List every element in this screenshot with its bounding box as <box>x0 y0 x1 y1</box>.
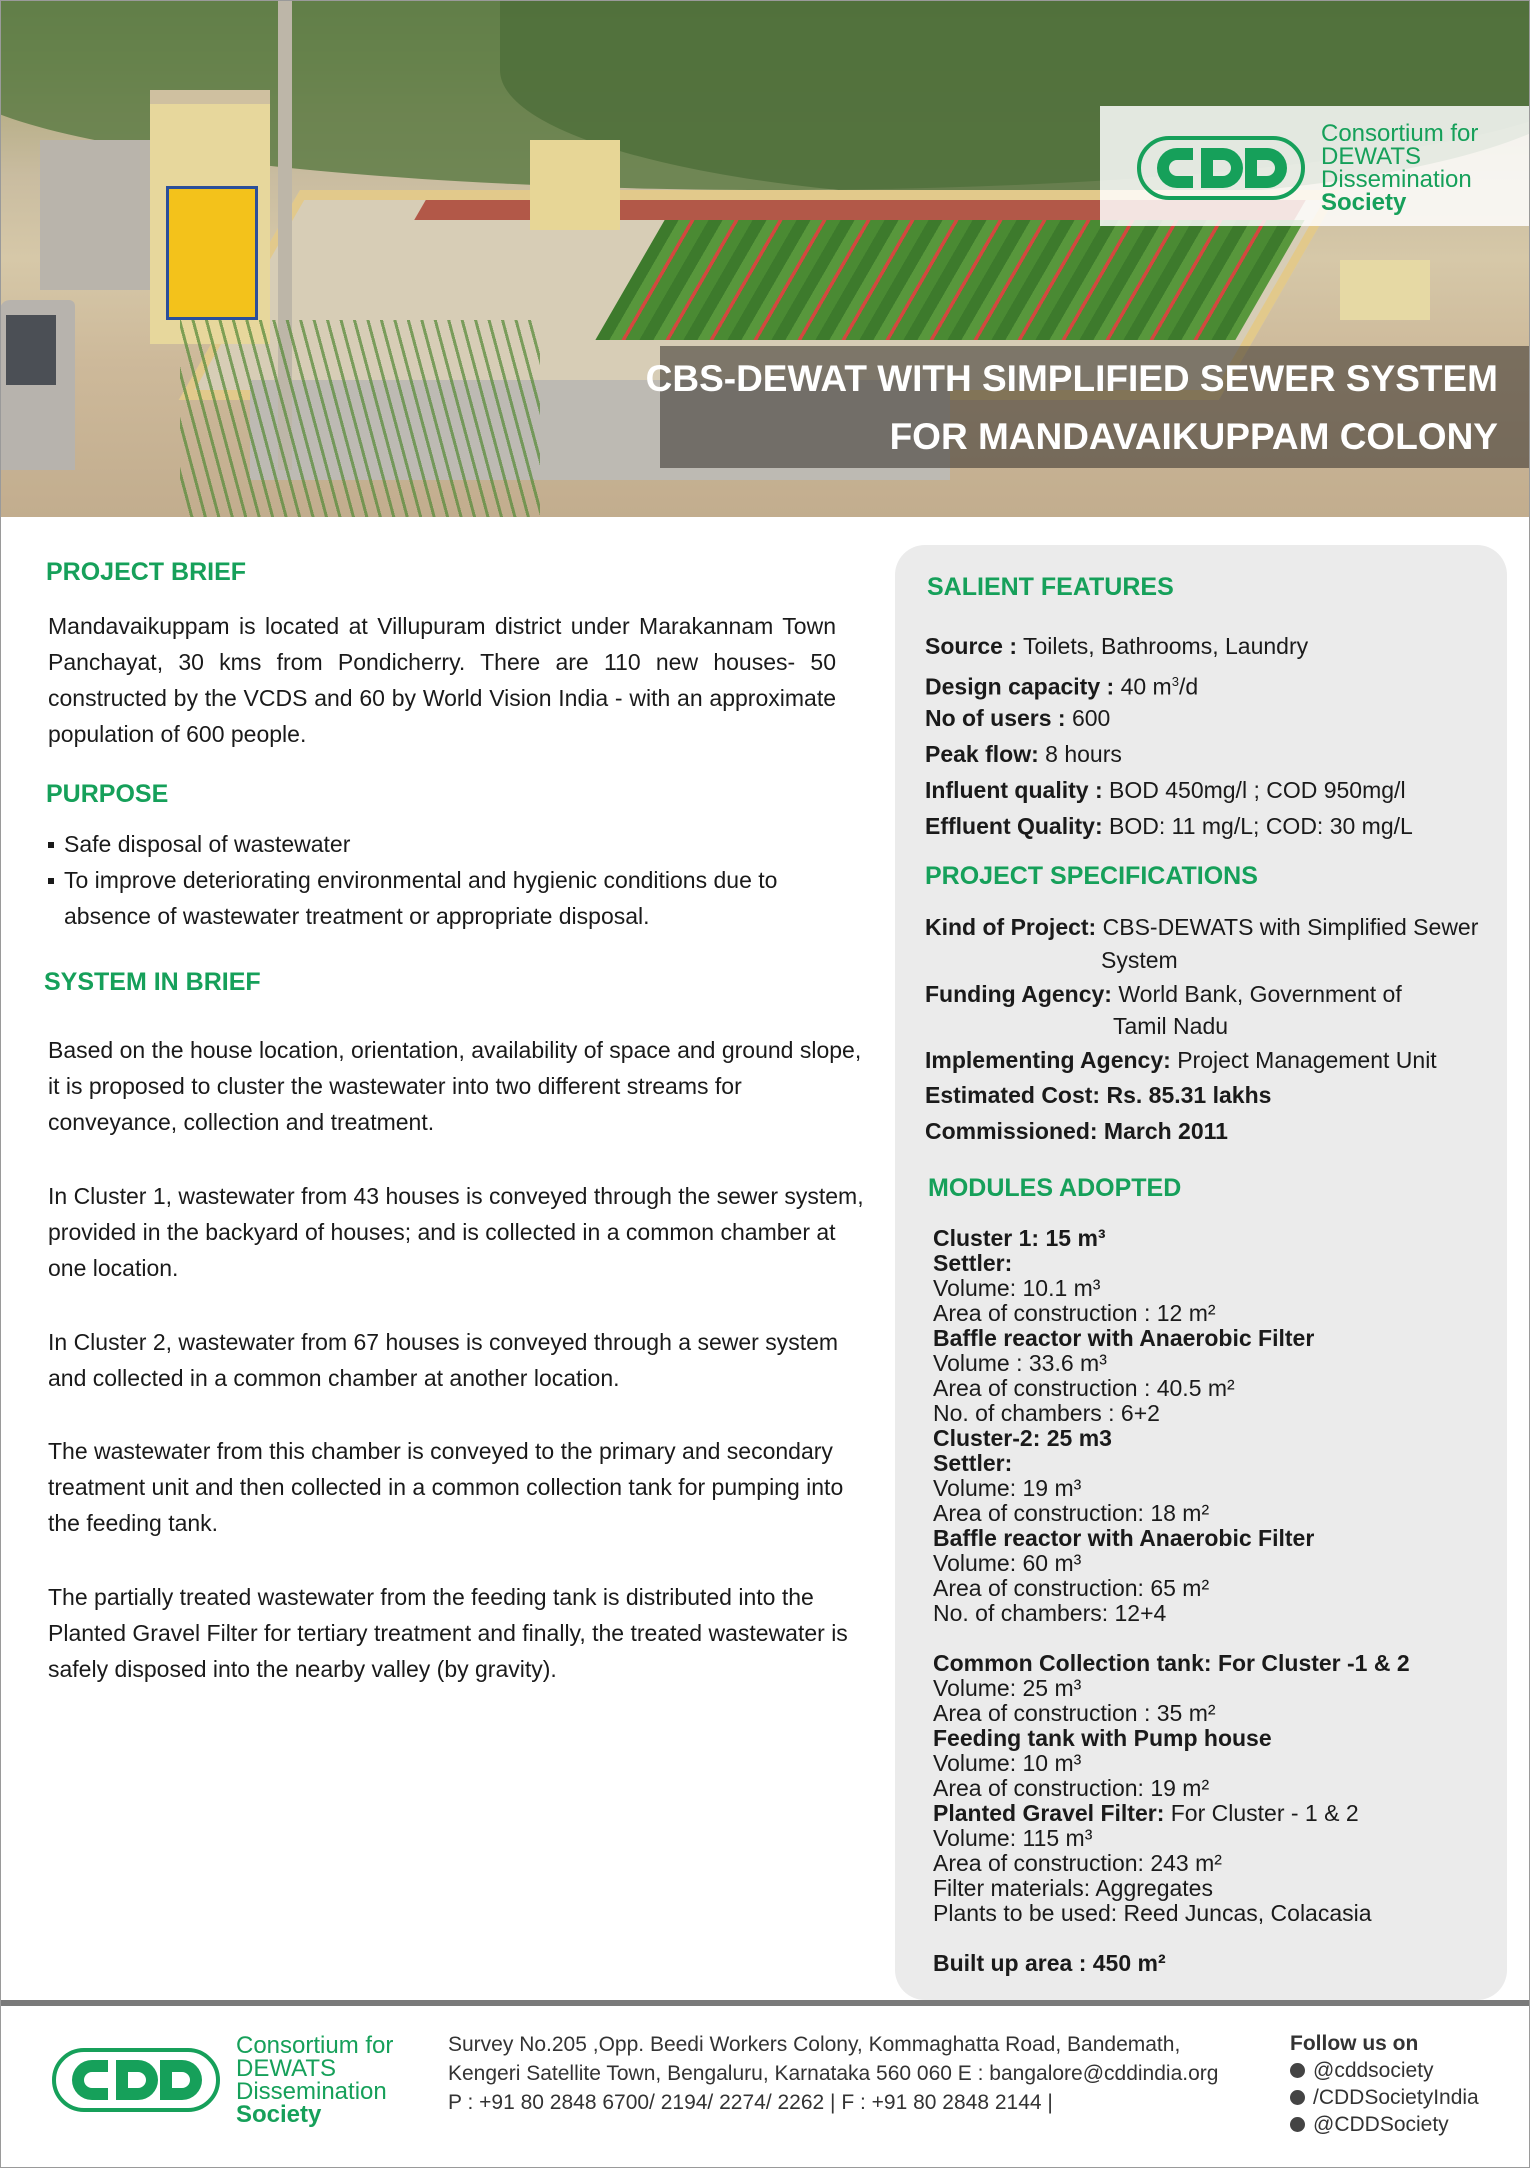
module-collection-tank-volume: Volume: 25 m³ <box>933 1675 1082 1701</box>
module-built-up-area: Built up area : 450 m² <box>933 1950 1166 1976</box>
project-brief-heading: PROJECT BRIEF <box>46 558 247 586</box>
feature-capacity-value: 40 m <box>1120 673 1172 700</box>
spec-funding-value-cont: Tamil Nadu <box>1113 1013 1229 1039</box>
system-paragraph-5: The partially treated wastewater from the feeding tank is distributed into the Planted Gravel Filter for tertiary treatment and finally, the treated wastewater is safely disposed into the nearby valley (by gravity). <box>48 1584 848 1682</box>
feature-users-value: 600 <box>1071 705 1111 731</box>
logo-line3: Dissemination <box>1321 166 1472 193</box>
spec-commissioned: Commissioned: March 2011 <box>925 1118 1228 1144</box>
feature-users <box>925 701 1110 735</box>
system-paragraph-3: In Cluster 2, wastewater from 67 houses is conveyed through a sewer system and collected in a common chamber at another location. <box>48 1329 839 1391</box>
cdd-logo-icon <box>1137 136 1305 200</box>
footer-logo-line3: Dissemination <box>236 2078 387 2105</box>
spec-kind <box>925 910 1478 944</box>
feature-capacity-unit: /d <box>1178 673 1199 700</box>
feature-effluent <box>925 809 1413 843</box>
instagram-icon <box>1290 2063 1305 2078</box>
feature-capacity-label: Design capacity : <box>925 673 1115 700</box>
module-feeding-tank-title: Feeding tank with Pump house <box>933 1725 1272 1751</box>
photo-signboard <box>166 186 258 320</box>
module-collection-tank-title: Common Collection tank: For Cluster -1 & 2 <box>933 1650 1410 1676</box>
module-cluster2-title: Cluster-2: 25 m3 <box>933 1425 1112 1451</box>
module-pgf-for: For Cluster - 1 & 2 <box>1170 1800 1359 1826</box>
footer-logo-line1: Consortium for <box>236 2032 394 2059</box>
modules-list <box>933 1226 1410 1976</box>
spec-implementing-value: Project Management Unit <box>1177 1047 1437 1073</box>
photo-chamber-box-right <box>1340 260 1430 320</box>
purpose-item: To improve deteriorating environmental and hygienic conditions due to absence of wastewater treatment or appropriate disposal. <box>48 862 868 934</box>
feature-source <box>925 629 1308 663</box>
feature-influent <box>925 773 1406 807</box>
spec-implementing <box>925 1043 1437 1077</box>
feature-influent-label: Influent quality : <box>925 777 1103 803</box>
photo-grass <box>180 320 540 517</box>
header-logo-text <box>1321 122 1478 214</box>
header-logo <box>1137 122 1478 214</box>
footer-logo-text <box>236 2034 393 2126</box>
footer-logo <box>52 2034 393 2126</box>
purpose-heading: PURPOSE <box>46 780 169 808</box>
page-title <box>646 350 1498 466</box>
purpose-list <box>48 826 868 934</box>
feature-influent-value: BOD 450mg/l ; COD 950mg/l <box>1109 777 1406 803</box>
system-paragraph-2: In Cluster 1, wastewater from 43 houses is conveyed through the sewer system, provided in the backyard of houses; and is collected in a common chamber at one location. <box>48 1183 864 1281</box>
module-cluster1-title: Cluster 1: 15 m³ <box>933 1225 1106 1251</box>
feature-effluent-label: Effluent Quality: <box>925 813 1103 839</box>
module-feeding-tank-area: Area of construction: 19 m² <box>933 1775 1210 1801</box>
module-cluster1-settler: Settler: <box>933 1250 1013 1276</box>
module-cluster2-settler: Settler: <box>933 1450 1013 1476</box>
footer-divider <box>0 2000 1530 2006</box>
twitter-icon <box>1290 2117 1305 2132</box>
modules-adopted-heading: MODULES ADOPTED <box>928 1174 1182 1202</box>
social-instagram-handle[interactable]: @cddsociety <box>1313 2059 1434 2082</box>
social-instagram[interactable] <box>1290 2057 1479 2084</box>
module-collection-tank-area: Area of construction : 35 m² <box>933 1700 1216 1726</box>
footer-social <box>1290 2030 1479 2138</box>
module-cluster2-settler-volume: Volume: 19 m³ <box>933 1475 1082 1501</box>
feature-source-label: Source : <box>925 633 1018 659</box>
feature-effluent-value: BOD: 11 mg/L; COD: 30 mg/L <box>1109 813 1413 839</box>
feature-peak <box>925 737 1122 771</box>
module-cluster2-baffle-chambers: No. of chambers: 12+4 <box>933 1600 1167 1626</box>
social-twitter[interactable] <box>1290 2111 1479 2138</box>
module-pgf-plants: Plants to be used: Reed Juncas, Colacasia <box>933 1900 1372 1926</box>
social-facebook-handle[interactable]: /CDDSocietyIndia <box>1313 2086 1479 2109</box>
feature-capacity-sup: 3 <box>1171 674 1179 689</box>
logo-line4: Society <box>1321 189 1407 216</box>
system-in-brief-heading: SYSTEM IN BRIEF <box>44 968 261 996</box>
spec-funding <box>925 977 1402 1011</box>
module-cluster1-baffle: Baffle reactor with Anaerobic Filter <box>933 1325 1315 1351</box>
spec-kind-value: CBS-DEWATS with Simplified Sewer <box>1102 914 1479 940</box>
spec-funding-value: World Bank, Government of <box>1118 981 1402 1007</box>
feature-peak-value: 8 hours <box>1045 741 1122 767</box>
module-cluster1-baffle-chambers: No. of chambers : 6+2 <box>933 1400 1160 1426</box>
spec-cost: Estimated Cost: Rs. 85.31 lakhs <box>925 1082 1272 1108</box>
page-title-line1: CBS-DEWAT WITH SIMPLIFIED SEWER SYSTEM <box>645 358 1498 399</box>
photo-vehicle-window <box>6 315 56 385</box>
module-pgf-title: Planted Gravel Filter: <box>933 1800 1165 1826</box>
spec-implementing-label: Implementing Agency: <box>925 1047 1171 1073</box>
feature-users-label: No of users : <box>925 705 1066 731</box>
footer-logo-line2: DEWATS <box>236 2055 336 2082</box>
module-cluster2-baffle-area: Area of construction: 65 m² <box>933 1575 1210 1601</box>
footer-address <box>448 2030 1218 2117</box>
system-paragraph-1: Based on the house location, orientation, availability of space and ground slope, it is proposed to cluster the wastewater into two different streams for conveyance, collection and treatment. <box>48 1037 862 1135</box>
module-pgf-volume: Volume: 115 m³ <box>933 1825 1093 1851</box>
feature-source-value: Toilets, Bathrooms, Laundry <box>1023 633 1309 659</box>
feature-peak-label: Peak flow: <box>925 741 1039 767</box>
feature-capacity <box>925 665 1198 704</box>
project-specifications-heading: PROJECT SPECIFICATIONS <box>925 862 1258 890</box>
module-cluster1-settler-volume: Volume: 10.1 m³ <box>933 1275 1101 1301</box>
module-cluster1-settler-area: Area of construction : 12 m² <box>933 1300 1216 1326</box>
module-pgf-filter: Filter materials: Aggregates <box>933 1875 1213 1901</box>
hero-photo <box>0 0 1530 517</box>
facebook-icon <box>1290 2090 1305 2105</box>
project-brief-text: Mandavaikuppam is located at Villupuram district under Marakannam Town Panchayat, 30 kms from Pondicherry. There are 110 new houses- 50 constructed by the VCDS and 60 by World Vision India - with an approximate population of 600 people. <box>48 613 836 747</box>
spec-funding-label: Funding Agency: <box>925 981 1112 1007</box>
module-cluster2-baffle: Baffle reactor with Anaerobic Filter <box>933 1525 1315 1551</box>
module-cluster2-baffle-volume: Volume: 60 m³ <box>933 1550 1082 1576</box>
footer-logo-line4: Society <box>236 2101 322 2128</box>
spec-kind-label: Kind of Project: <box>925 914 1097 940</box>
module-cluster2-settler-area: Area of construction: 18 m² <box>933 1500 1210 1526</box>
photo-planted-gravel-filter <box>595 220 1304 340</box>
follow-us-title: Follow us on <box>1290 2032 1419 2055</box>
social-twitter-handle[interactable]: @CDDSociety <box>1313 2113 1449 2136</box>
social-facebook[interactable] <box>1290 2084 1479 2111</box>
module-cluster1-baffle-area: Area of construction : 40.5 m² <box>933 1375 1235 1401</box>
system-paragraph-4: The wastewater from this chamber is conveyed to the primary and secondary treatment unit and then collected in a common collection tank for pumping into the feeding tank. <box>48 1438 844 1536</box>
logo-line1: Consortium for <box>1321 120 1479 147</box>
logo-line2: DEWATS <box>1321 143 1421 170</box>
footer-address-line1: Survey No.205 ,Opp. Beedi Workers Colony, Kommaghatta Road, Bandemath, <box>448 2033 1181 2056</box>
photo-chamber-box <box>530 140 620 230</box>
purpose-item: Safe disposal of wastewater <box>48 826 868 862</box>
module-cluster1-baffle-volume: Volume : 33.6 m³ <box>933 1350 1107 1376</box>
footer-address-line3: P : +91 80 2848 6700/ 2194/ 2274/ 2262 | F : +91 80 2848 2144 | <box>448 2091 1053 2114</box>
module-feeding-tank-volume: Volume: 10 m³ <box>933 1750 1082 1776</box>
module-pgf-area: Area of construction: 243 m² <box>933 1850 1222 1876</box>
spec-kind-value-cont: System <box>1101 947 1178 973</box>
salient-features-heading: SALIENT FEATURES <box>927 573 1174 601</box>
cdd-logo-icon <box>52 2048 220 2112</box>
page-title-line2: FOR MANDAVAIKUPPAM COLONY <box>889 416 1498 457</box>
footer-address-line2: Kengeri Satellite Town, Bengaluru, Karnataka 560 060 E : bangalore@cddindia.org <box>448 2062 1219 2085</box>
